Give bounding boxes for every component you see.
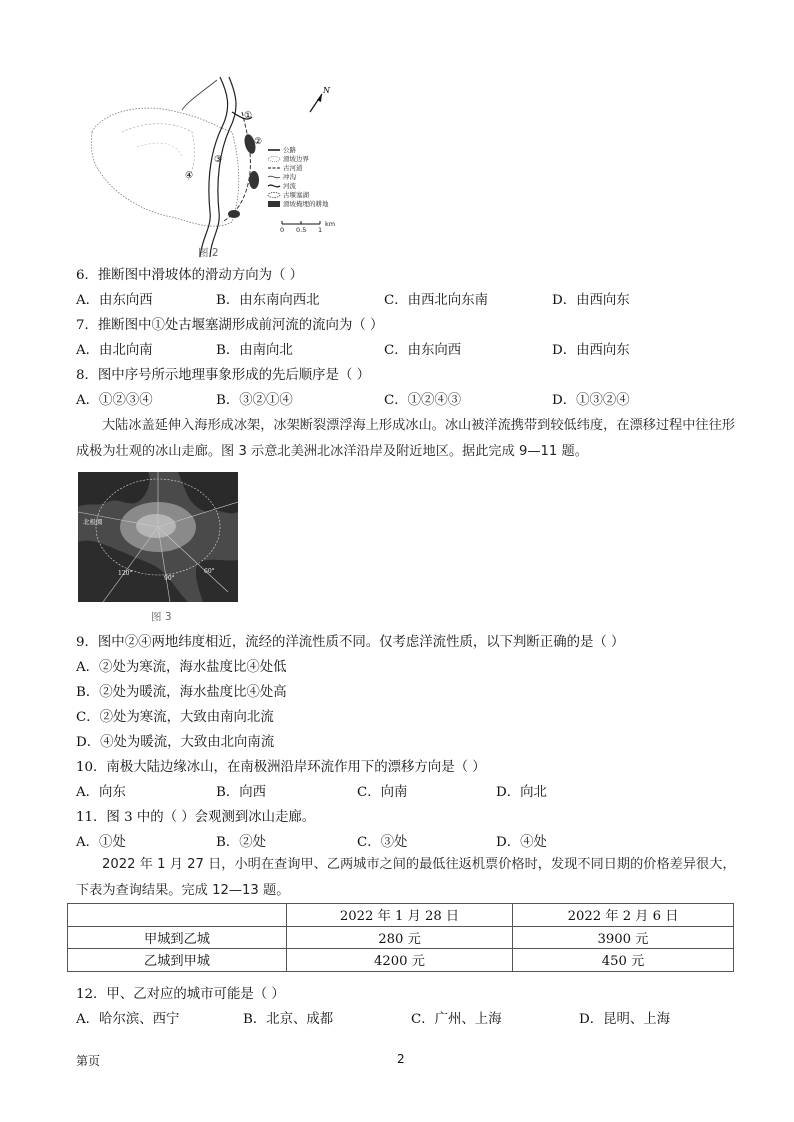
svg-text:N: N [323, 86, 330, 95]
option-c: C．由东向西 [384, 343, 462, 358]
option-a: A．向东 [76, 785, 126, 800]
option-d: D．④处 [496, 835, 547, 850]
option-d: D．①③②④ [552, 393, 630, 408]
table-header-cell [68, 904, 287, 927]
option-a: A．①处 [76, 835, 126, 850]
option-a: A．哈尔滨、西宁 [76, 1012, 180, 1027]
footer-page-label: 第页 [76, 1054, 101, 1068]
option-b: B．由东南向西北 [216, 293, 320, 308]
table-cell: 甲城到乙城 [68, 926, 287, 949]
option-a: A．由东向西 [76, 293, 153, 308]
svg-text:km: km [325, 220, 336, 228]
table-cell: 280 元 [287, 926, 513, 949]
table-cell: 450 元 [513, 949, 734, 972]
question-11-options [76, 834, 736, 852]
option-b: B．北京、成都 [243, 1012, 334, 1027]
question-12: 12．甲、乙对应的城市可能是（ ） [76, 987, 285, 1002]
option-d: D．由西向东 [552, 293, 630, 308]
option-d: D．由西向东 [552, 343, 630, 358]
figure-3 [78, 472, 238, 602]
svg-text:河流: 河流 [283, 182, 296, 190]
option-b: B．②处为暖流，海水盐度比④处高 [76, 685, 287, 700]
svg-text:冲沟: 冲沟 [283, 173, 296, 181]
page-number: 2 [397, 1052, 405, 1066]
option-c: C．由西北向东南 [384, 293, 488, 308]
option-c: C．①②④③ [384, 393, 462, 408]
landslide-map [82, 72, 352, 262]
option-c: C．③处 [357, 835, 408, 850]
svg-text:古河道: 古河道 [283, 164, 303, 172]
option-b: B．向西 [216, 785, 267, 800]
question-6-options [76, 292, 736, 310]
option-d: D．昆明、上海 [579, 1012, 671, 1027]
option-d: D．④处为暖流，大致由北向南流 [76, 735, 275, 750]
question-10-options [76, 784, 736, 802]
table-header-cell: 2022 年 2 月 6 日 [513, 904, 734, 927]
svg-text:0: 0 [280, 226, 285, 234]
longitude-label: 90° [164, 575, 175, 582]
longitude-label: 120° [118, 570, 133, 577]
map-legend [268, 145, 329, 208]
longitude-label: 60° [204, 568, 215, 575]
flight-price-table [67, 903, 734, 972]
marker-4: ④ [185, 171, 194, 181]
reading-passage-9-11: 大陆冰盖延伸入海形成冰架，冰架断裂漂浮海上形成冰山。冰山被洋流携带到较低纬度，在漂移过程中往往形成极为壮观的冰山走廊。图 3 示意北美洲北冰洋沿岸及附近地区。据此完成 9—11 题。 [76, 418, 735, 459]
option-b: B．由南向北 [216, 343, 293, 358]
svg-text:古堰塞湖: 古堰塞湖 [283, 191, 309, 199]
north-arrow-icon [310, 86, 331, 112]
option-b: B．③②①④ [216, 393, 293, 408]
question-11: 11．图 3 中的（ ）会观测到冰山走廊。 [76, 810, 316, 825]
figure-2-caption: 图 2 [198, 247, 219, 259]
table-header-row [68, 904, 734, 927]
scale-bar [280, 220, 335, 234]
marker-1: ① [244, 111, 253, 121]
table-header-cell: 2022 年 1 月 28 日 [287, 904, 513, 927]
question-10: 10．南极大陆边缘冰山，在南极洲沿岸环流作用下的漂移方向是（ ） [76, 760, 486, 775]
marker-3: ③ [214, 155, 223, 165]
svg-text:0.5: 0.5 [296, 226, 307, 234]
arctic-circle-label: 北极圈 [83, 518, 103, 526]
option-d: D．向北 [496, 785, 547, 800]
svg-text:滑坡掩埋的耕地: 滑坡掩埋的耕地 [283, 200, 329, 208]
figure-2 [82, 72, 352, 262]
question-6: 6．推断图中滑坡体的滑动方向为（ ） [76, 268, 304, 283]
table-cell: 3900 元 [513, 926, 734, 949]
table-row [68, 926, 734, 949]
table-row [68, 949, 734, 972]
svg-text:公路: 公路 [283, 146, 296, 154]
marker-2: ② [254, 137, 263, 147]
question-12-options [76, 1011, 736, 1029]
buried-field-mark [249, 171, 259, 189]
svg-text:滑坡边界: 滑坡边界 [283, 155, 309, 163]
option-c: C．②处为寒流，大致由南向北流 [76, 710, 274, 725]
table-cell: 4200 元 [287, 949, 513, 972]
option-a: A．②处为寒流，海水盐度比④处低 [76, 660, 287, 675]
option-b: B．②处 [216, 835, 267, 850]
option-c: C．广州、上海 [411, 1012, 502, 1027]
question-9: 9．图中②④两地纬度相近，流经的洋流性质不同。仅考虑洋流性质，以下判断正确的是（ ） [76, 635, 625, 650]
question-8: 8．图中序号所示地理事象形成的先后顺序是（ ） [76, 368, 370, 383]
option-a: A．①②③④ [76, 393, 153, 408]
svg-text:1: 1 [318, 226, 323, 234]
arctic-map [78, 472, 238, 602]
question-7: 7．推断图中①处古堰塞湖形成前河流的流向为（ ） [76, 318, 384, 333]
buried-field-mark [228, 210, 240, 218]
table-cell: 乙城到甲城 [68, 949, 287, 972]
reading-passage-12-13: 2022 年 1 月 27 日，小明在查询甲、乙两城市之间的最低往返机票价格时，发现不同日期的价格差异很大，下表为查询结果。完成 12—13 题。 [76, 857, 736, 898]
question-8-options [76, 392, 736, 410]
option-a: A．由北向南 [76, 343, 153, 358]
question-7-options [76, 342, 736, 360]
figure-3-caption: 图 3 [151, 611, 172, 623]
option-c: C．向南 [357, 785, 408, 800]
